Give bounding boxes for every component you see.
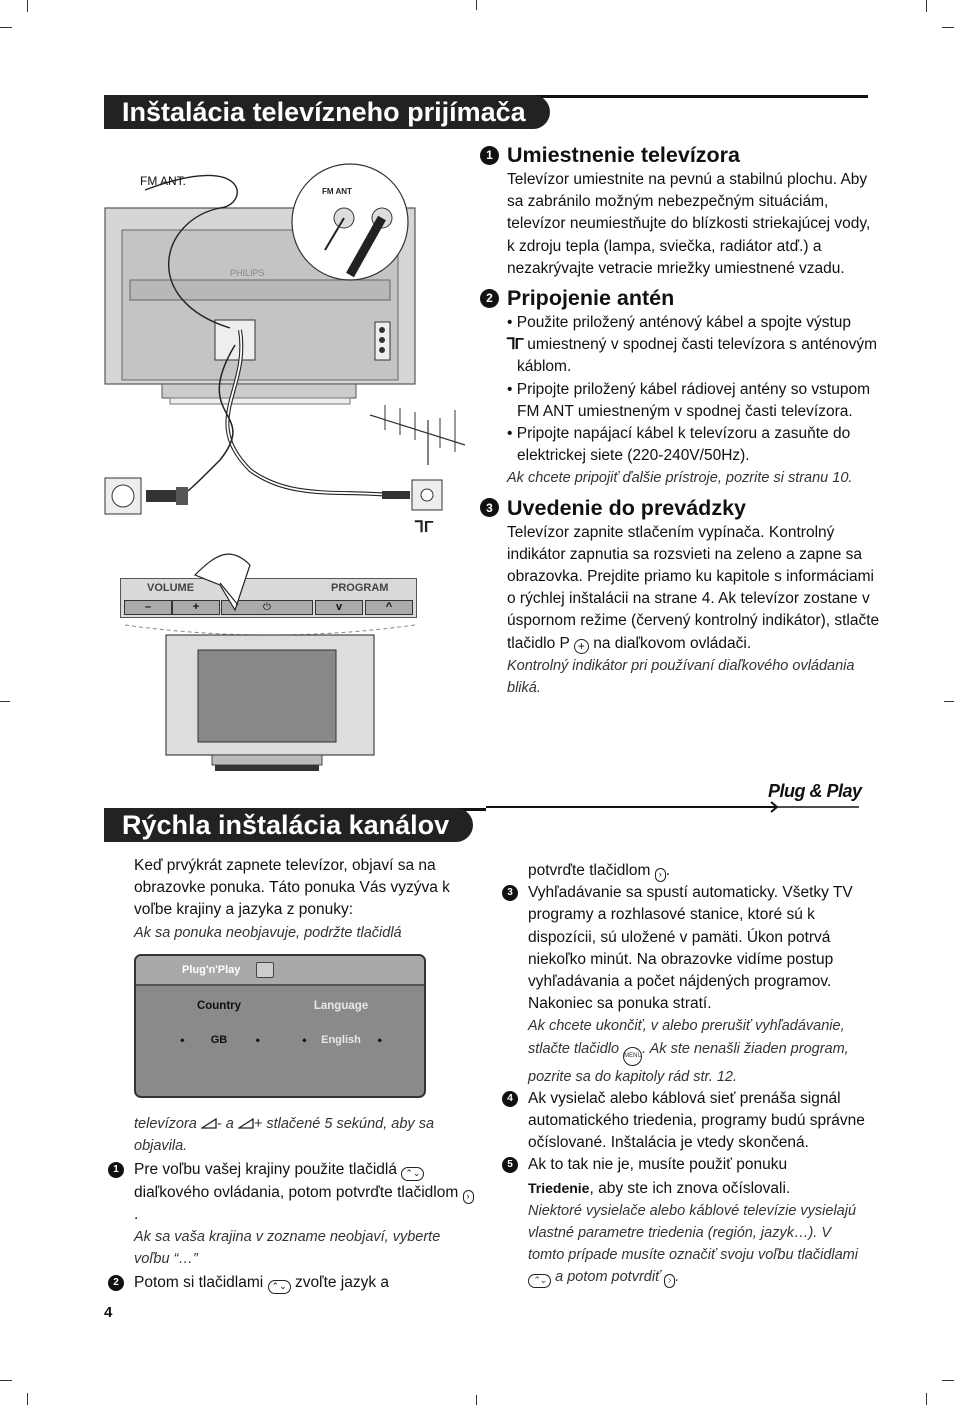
step-number: 3 (502, 885, 518, 901)
crop-mark (0, 27, 12, 28)
note-text: Ak chcete ukončiť, v alebo prerušiť vyhľadávanie, stlačte tlačidlo (528, 1018, 845, 1057)
crop-mark (27, 1393, 28, 1405)
arrow-left-icon: ⬩ (180, 1032, 185, 1047)
step-text-part: Potom si tlačidlami (134, 1274, 264, 1292)
step-number: 2 (108, 1275, 124, 1291)
right-button-icon: › (655, 868, 666, 882)
up-down-buttons-icon: ⌃⌄ (528, 1274, 551, 1288)
note: Ak chcete pripojiť ďalšie prístroje, pozrite si stranu 10. (507, 470, 853, 487)
step-1 (106, 1159, 476, 1270)
step-text-part: , aby ste ich znova očíslovali. (589, 1179, 791, 1197)
crop-mark (0, 1380, 12, 1381)
quick-install-left-2 (106, 1113, 476, 1295)
volume-plus-button[interactable]: + (172, 600, 220, 615)
bullet-text: • Použite priložený anténový kábel a spojte výstup (507, 314, 852, 332)
section-title: Inštalácia televízneho prijímača (104, 95, 550, 129)
section-heading (480, 494, 880, 522)
right-button-icon: › (463, 1190, 474, 1204)
menu-button-icon: MENU (623, 1047, 642, 1066)
antenna-symbol: ⅂Γ (415, 519, 434, 536)
continuation: potvrďte tlačidlom › . (500, 860, 870, 882)
menu-header (136, 956, 424, 986)
step-text: Ak vysielač alebo káblová sieť prenáša signál automatického triedenia, programy budú správne očíslované. Inštalácia je vtedy skončená. (528, 1089, 865, 1152)
power-button[interactable]: ⏻ (221, 600, 313, 615)
right-button-icon: › (664, 1274, 675, 1288)
quick-install-right (500, 860, 870, 1289)
section-heading (480, 284, 880, 312)
program-down-button[interactable]: v (315, 600, 363, 615)
bullet-text: umiestnený v spodnej časti televízora s anténovým káblom. (517, 336, 878, 376)
brand-text: PHILIPS (230, 268, 265, 278)
note: Ak sa ponuka neobjavuje, podržte tlačidlá (134, 924, 402, 941)
note-text: . Ak ste nenašli žiaden program, pozrite sa do kapitoly rád str. 12. (528, 1040, 849, 1085)
paragraph-text: na diaľkovom ovládači. (593, 634, 752, 652)
note (106, 1113, 476, 1157)
program-up-button[interactable]: ^ (365, 600, 413, 615)
section-heading (480, 141, 880, 169)
crop-mark (27, 0, 28, 12)
country-value[interactable]: GB (210, 1034, 228, 1046)
plug-and-play-logo: Plug & Play (768, 781, 862, 801)
paragraph: Televízor umiestnite na pevnú a stabilnú plochu. Aby sa zabránilo možným nebezpečným situáciám, televízor neumiestňujte do blízkosti striekajúcej vody, k zdroju tepla (lampa, sviečka, radiátor atď.) a nezakrývajte vetracie mriežky umiestnené vzadu. (507, 171, 871, 277)
note-text: Niektoré vysielače alebo káblové televízie vysielajú vlastné parametre triedenia (región, jazyk…). V tomto prípade musíte označiť svoju voľbu tlačidlami (528, 1202, 858, 1264)
note-text: a potom potvrdiť (555, 1269, 661, 1286)
section-title: Rýchla inštalácia kanálov (104, 808, 473, 842)
crop-mark (942, 27, 954, 28)
step-text-part: diaľkového ovládania, potom potvrďte tlačidlom (134, 1183, 459, 1201)
menu-icon (256, 962, 274, 978)
step-text-part: Ak to tak nie je, musíte použiť ponuku (528, 1156, 788, 1174)
step-text: Pre voľbu vašej krajiny použite tlačidlá ⌃⌄ diaľkového ovládania, potom potvrďte tlačidlom ›. (134, 1159, 476, 1226)
volume-icon (238, 1118, 254, 1129)
crop-mark (926, 1393, 927, 1405)
note: Niektoré vysielače alebo káblové televízie vysielajú vlastné parametre triedenia (región, jazyk…). V tomto prípade musíte označiť svoju voľbu tlačidlami ⌃⌄ a potom potvrdiť › . (528, 1200, 870, 1289)
paragraph-text: potvrďte tlačidlom (528, 862, 651, 879)
step-number: 3 (480, 498, 499, 517)
crop-mark (926, 0, 927, 12)
crop-mark (944, 701, 954, 702)
antenna-out-icon: ⅂Γ (507, 336, 523, 354)
up-down-buttons-icon: ⌃⌄ (268, 1280, 291, 1294)
step-number: 1 (108, 1162, 124, 1178)
arrow-left-icon: ⬩ (302, 1032, 307, 1047)
step-3 (500, 882, 870, 1088)
program-plus-icon: + (574, 639, 589, 654)
step-text (528, 1154, 870, 1199)
heading-text: Umiestnenie televízora (507, 143, 741, 167)
bullet (480, 312, 880, 379)
country-label: Country (196, 1000, 242, 1012)
note-text: - a (216, 1116, 234, 1132)
menu-name: Triedenie (528, 1179, 590, 1196)
intro-paragraph: Keď prvýkrát zapnete televízor, objaví sa na obrazovke ponuka. Táto ponuka Vás vyzýva k voľbe krajiny a jazyka z ponuky: (134, 857, 450, 919)
volume-icon (201, 1118, 217, 1129)
plug-n-play-menu (134, 954, 426, 1098)
language-label: Language (313, 1000, 369, 1012)
note-text: televízora (134, 1116, 197, 1132)
page-number: 4 (104, 1304, 113, 1321)
step-text-part: zvoľte jazyk a (294, 1274, 390, 1292)
tv-front-illustration (120, 535, 420, 775)
fm-ant-label: FM ANT. (140, 174, 187, 188)
step-text (134, 1272, 476, 1294)
note: Ak sa vaša krajina v zozname neobjaví, vyberte voľbu “…” (134, 1229, 441, 1268)
heading-text: Uvedenie do prevádzky (507, 495, 746, 520)
installation-text (480, 139, 880, 699)
quick-install-left (106, 855, 476, 944)
step-number: 2 (480, 289, 499, 308)
step-number: 4 (502, 1091, 518, 1107)
note (528, 1015, 870, 1087)
language-value[interactable]: English (321, 1034, 361, 1046)
logo-rule (486, 806, 768, 808)
crop-mark (0, 701, 10, 702)
volume-label: VOLUME (147, 582, 195, 594)
step-4 (500, 1088, 870, 1155)
antenna-connection-diagram (100, 160, 480, 540)
menu-title: Plug'n'Play (182, 964, 241, 976)
up-down-buttons-icon: ⌃⌄ (401, 1167, 424, 1181)
bullet: • Pripojte napájací kábel k televízoru a zasuňte do elektrickej siete (220-240V/50Hz). (507, 425, 851, 465)
heading-text: Pripojenie antén (507, 286, 675, 311)
volume-minus-button[interactable]: – (124, 600, 172, 615)
step-text-part: Pre voľbu vašej krajiny použite tlačidlá (134, 1161, 397, 1179)
arrow-right-icon: ⬩ (377, 1032, 382, 1047)
crop-mark (476, 1395, 477, 1405)
note: Kontrolný indikátor pri používaní diaľkového ovládania bliká. (507, 657, 855, 697)
fm-ant-panel-label: FM ANT (322, 187, 352, 196)
paragraph (480, 522, 880, 655)
step-number: 1 (480, 146, 499, 165)
plug-icon (763, 800, 863, 816)
crop-mark (476, 0, 477, 10)
crop-mark (942, 1380, 954, 1381)
step-5 (500, 1154, 870, 1288)
note-text: + stlačené 5 sekúnd, aby sa objavila. (134, 1116, 435, 1155)
paragraph-text: Televízor zapnite stlačením vypínača. Kontrolný indikátor zapnutia sa rozsvieti na zeleno a zapne sa obrazovka. Prejdite priamo ku kapitole s informáciami o rýchlej inštalácii na strane 4. Ak televízor zostane v úspornom režime (červený kontrolný indikátor), stlačte tlačidlo P (507, 523, 880, 652)
step-number: 5 (502, 1157, 518, 1173)
step-2 (106, 1272, 476, 1294)
step-text: Vyhľadávanie sa spustí automaticky. Všetky TV programy a rozhlasové stanice, ktoré sú k dispozícii, sú uložené v pamäti. Úkon potrvá niekoľko minút. Na obrazovke vidíme postup vyhľadávania a počet nájdených programov. Nakoniec sa ponuka stratí. (528, 884, 853, 1013)
program-label: PROGRAM (331, 582, 389, 594)
language-arrows[interactable] (302, 1032, 382, 1052)
bullet: • Pripojte priložený kábel rádiovej antény so vstupom FM ANT umiestneným v spodnej časti televízora. (507, 380, 870, 420)
arrow-right-icon: ⬩ (255, 1032, 260, 1047)
